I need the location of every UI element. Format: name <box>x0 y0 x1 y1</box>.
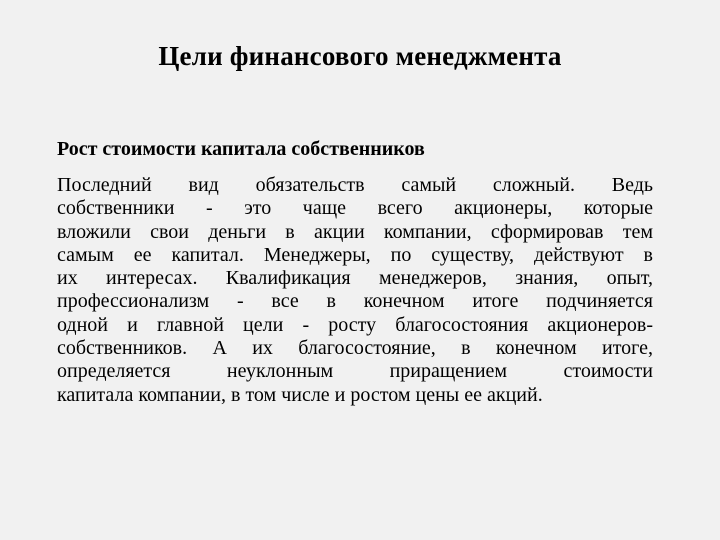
body-line: определяется неуклонным приращением стоимости <box>57 360 653 383</box>
body-line: собственники - это чаще всего акционеры, которые <box>57 197 653 220</box>
body-line: самым ее капитал. Менеджеры, по существу, действуют в <box>57 243 653 266</box>
body-paragraph <box>57 174 653 407</box>
body-line: вложили свои деньги в акции компании, сформировав тем <box>57 220 653 243</box>
body-line: одной и главной цели - росту благосостояния акционеров- <box>57 313 653 336</box>
slide-title: Цели финансового менеджмента <box>158 41 562 71</box>
body-line: Последний вид обязательств самый сложный. Ведь <box>57 174 653 196</box>
body-line: собственников. А их благосостояние, в конечном итоге, <box>57 337 653 360</box>
body-line: капитала компании, в том числе и ростом цены ее акций. <box>57 383 543 406</box>
body-line: профессионализм - все в конечном итоге подчиняется <box>57 290 653 313</box>
section-heading: Рост стоимости капитала собственников <box>57 138 425 160</box>
body-line: их интересах. Квалификация менеджеров, знания, опыт, <box>57 267 653 290</box>
